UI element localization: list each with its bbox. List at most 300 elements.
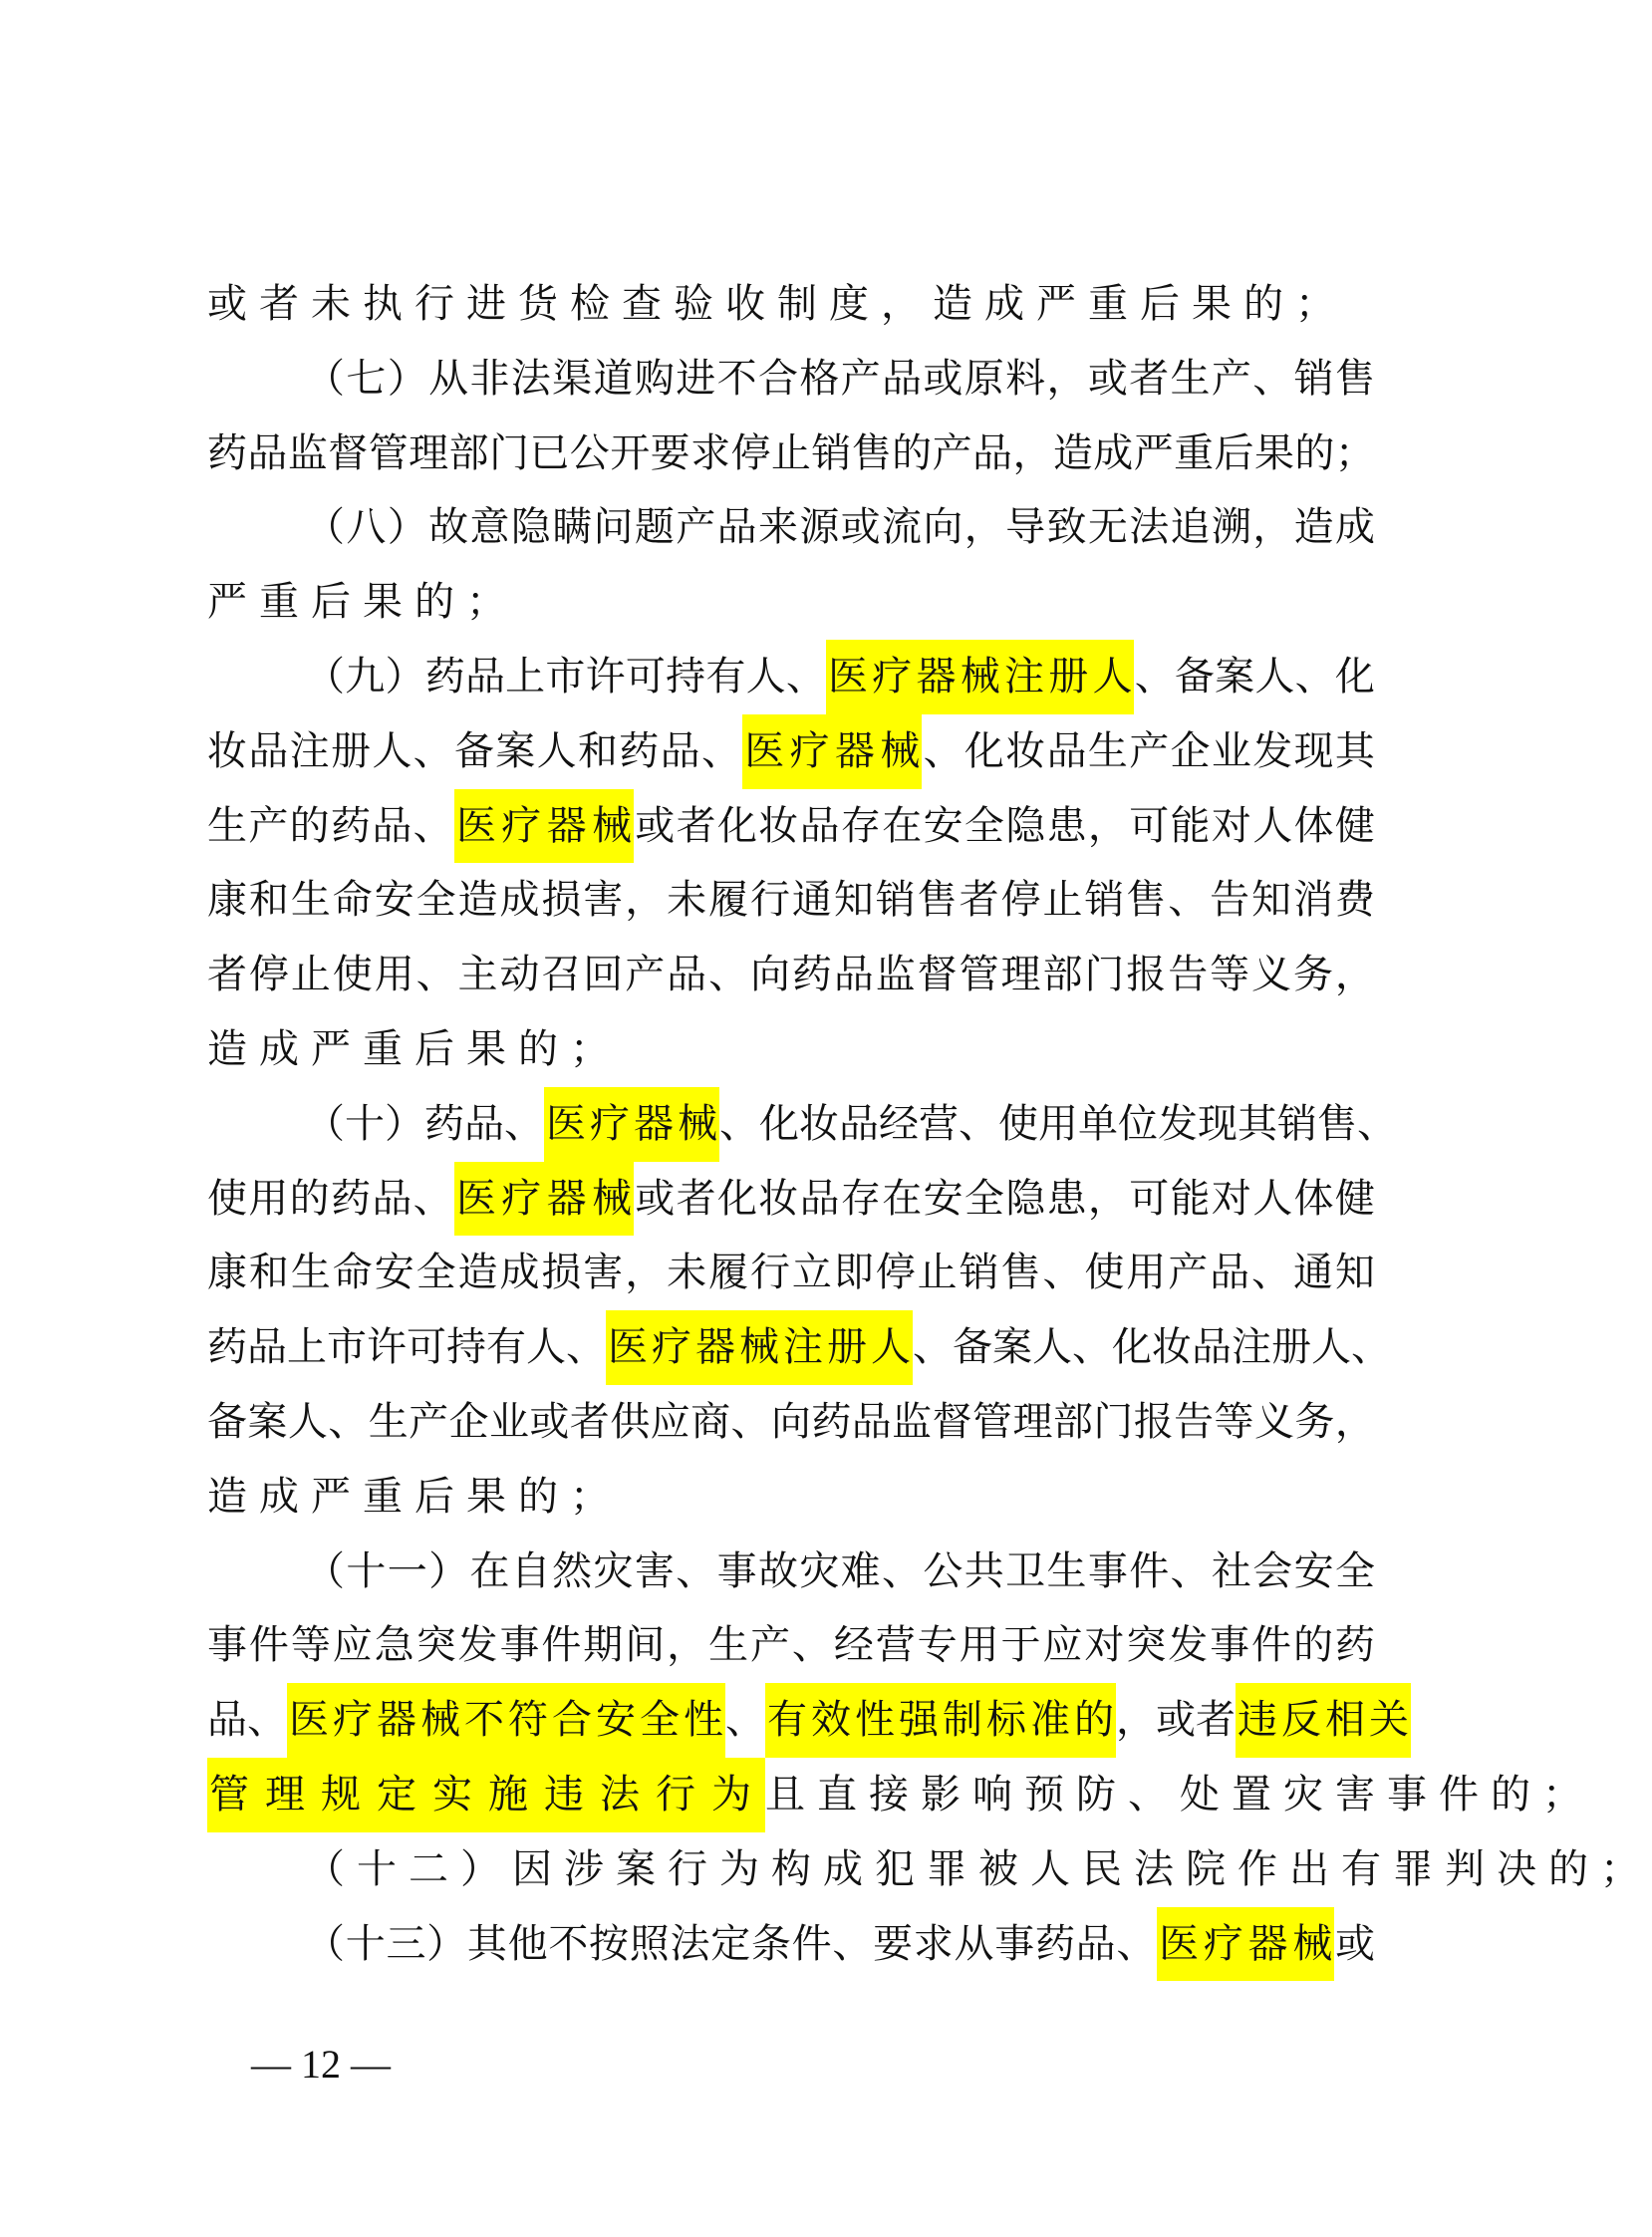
char: 应	[332, 1622, 373, 1669]
char: 灾	[799, 1547, 840, 1594]
char: 其	[466, 1920, 507, 1967]
char: （	[305, 1547, 345, 1594]
char: 销	[811, 429, 852, 476]
char: 、	[959, 1100, 998, 1147]
char: 安	[374, 1250, 414, 1296]
char: 涉	[564, 1845, 616, 1892]
char: 间	[625, 1622, 666, 1669]
char: 、	[1351, 1324, 1391, 1371]
char: 严	[311, 1025, 363, 1072]
char: 成	[499, 1250, 540, 1296]
char: 门	[1084, 952, 1125, 998]
char: 的	[518, 1025, 570, 1072]
char: 九	[345, 653, 386, 699]
char: 成	[984, 281, 1036, 327]
char: 管	[972, 1398, 1013, 1445]
char: （	[305, 1100, 345, 1147]
char: 药	[330, 802, 371, 849]
char: 妆	[758, 1175, 799, 1222]
char: 用	[248, 1175, 289, 1222]
char: 重	[1174, 429, 1215, 476]
highlighted-char: 实	[430, 1758, 486, 1832]
char: 、	[719, 1100, 759, 1147]
char: 法	[1129, 504, 1170, 551]
char: 存	[840, 1175, 881, 1222]
char: 案	[247, 1398, 288, 1445]
char: ，	[1087, 802, 1128, 849]
char: 履	[708, 877, 749, 924]
char: 停	[248, 952, 289, 998]
char: 品	[372, 1175, 413, 1222]
char: 件	[1129, 1547, 1170, 1594]
char: 品	[799, 1175, 840, 1222]
char: 事	[207, 1622, 247, 1669]
char: 、	[413, 727, 453, 774]
char: 二	[409, 1845, 460, 1892]
char: 者	[959, 877, 999, 924]
char: 市	[545, 653, 586, 699]
char: 全	[415, 877, 456, 924]
char: 意	[469, 504, 510, 551]
char: 人	[526, 1324, 566, 1371]
text-line	[207, 714, 1375, 789]
char: 合	[757, 355, 798, 402]
char: 用	[1126, 1250, 1167, 1296]
char: 者	[569, 1398, 610, 1445]
char: 康	[207, 877, 247, 924]
char: 处	[1180, 1771, 1232, 1818]
char: 造	[1052, 429, 1093, 476]
char: ；	[1295, 281, 1347, 327]
char: 经	[879, 1100, 919, 1147]
char: 药	[791, 952, 832, 998]
text-line	[207, 640, 1375, 714]
highlighted-char: 械	[959, 640, 1002, 714]
char: 、	[708, 952, 749, 998]
char: 生	[1170, 355, 1211, 402]
char: 用	[959, 1622, 999, 1669]
char: 件	[248, 1622, 289, 1669]
char: 重	[363, 1025, 414, 1072]
char: 其	[1238, 1100, 1277, 1147]
char: 全	[415, 1250, 456, 1296]
highlighted-char: 准	[1028, 1683, 1072, 1758]
char: 七	[346, 355, 387, 402]
char: 或	[635, 1175, 676, 1222]
char: 品	[851, 1398, 892, 1445]
char: 果	[1192, 281, 1243, 327]
highlighted-char: 疗	[331, 1683, 375, 1758]
char: 品	[207, 1697, 247, 1744]
char: 的	[518, 1473, 570, 1520]
char: 果	[466, 1473, 518, 1520]
char: 品	[833, 952, 874, 998]
char: 管	[368, 429, 409, 476]
char: 或	[1087, 355, 1128, 402]
highlighted-char: 器	[545, 789, 590, 864]
char: 品	[972, 429, 1013, 476]
text-line	[207, 789, 1375, 864]
highlighted-char: 为	[709, 1758, 765, 1832]
char: 持	[446, 1324, 486, 1371]
highlighted-char: 人	[1090, 640, 1134, 714]
char: 置	[1232, 1771, 1283, 1818]
char: 成	[1093, 429, 1134, 476]
char: 公	[569, 429, 610, 476]
char: 部	[448, 429, 489, 476]
char: 、	[566, 1324, 606, 1371]
char: 命	[332, 877, 373, 924]
highlighted-char: 疗	[1202, 1907, 1246, 1982]
char: 生	[290, 1250, 331, 1296]
char: 事	[1087, 1547, 1128, 1594]
char: 事	[716, 1547, 757, 1594]
char: 、	[1357, 1100, 1397, 1147]
char: 自	[510, 1547, 551, 1594]
highlighted-char: 器	[632, 1087, 676, 1162]
char: 执	[363, 281, 414, 327]
char: 体	[1293, 802, 1334, 849]
char: 可	[1129, 802, 1170, 849]
char: 健	[1334, 1175, 1375, 1222]
char: 被	[978, 1845, 1030, 1892]
char: 对	[1211, 802, 1251, 849]
char: 售	[1126, 877, 1167, 924]
char: 、	[913, 1324, 953, 1371]
char: 、	[1134, 653, 1175, 699]
char: 品	[1210, 1250, 1250, 1296]
char: 成	[1334, 504, 1375, 551]
char: 、	[725, 1697, 765, 1744]
text-line	[207, 1832, 1652, 1907]
char: 销	[875, 877, 916, 924]
char: 在	[882, 1175, 923, 1222]
char: 成	[823, 1845, 875, 1892]
char: 人	[372, 727, 413, 774]
char: 严	[207, 579, 259, 626]
char: 生	[290, 877, 331, 924]
char: 告	[1174, 1398, 1215, 1445]
char: 妆	[758, 802, 799, 849]
char: ）	[385, 653, 425, 699]
char: 停	[1000, 877, 1041, 924]
char: 隐	[1005, 1175, 1046, 1222]
char: 供	[610, 1398, 651, 1445]
char: 品	[660, 727, 700, 774]
char: 果	[363, 579, 414, 626]
char: 应	[650, 1398, 690, 1445]
char: 等	[1210, 952, 1250, 998]
char: 人	[287, 1398, 328, 1445]
char: 、	[700, 727, 741, 774]
text-line	[207, 1535, 1375, 1609]
char: 无	[1087, 504, 1128, 551]
highlighted-char: 人	[869, 1310, 913, 1385]
char: 务	[1292, 952, 1333, 998]
char: 要	[873, 1920, 914, 1967]
char: 后	[1214, 429, 1254, 476]
char: 许	[585, 653, 626, 699]
char: 溯	[1211, 504, 1251, 551]
char: 现	[1198, 1100, 1238, 1147]
highlighted-char: 疗	[499, 789, 544, 864]
highlighted-char: 行	[654, 1758, 709, 1832]
char: 理	[409, 429, 449, 476]
highlighted-char: 疗	[588, 1087, 632, 1162]
char: 制	[777, 281, 829, 327]
text-line	[207, 1310, 1391, 1385]
char: 单	[1078, 1100, 1118, 1147]
char: ，	[1334, 952, 1375, 998]
char: 检	[570, 281, 622, 327]
char: 行	[668, 1845, 719, 1892]
char: 民	[1082, 1845, 1134, 1892]
highlighted-char: 理	[263, 1758, 319, 1832]
char: 重	[363, 1473, 414, 1520]
char: 急	[374, 1622, 414, 1669]
char: 人	[536, 727, 577, 774]
char: 位	[1118, 1100, 1158, 1147]
char: 成	[499, 877, 540, 924]
highlighted-char: 器	[915, 640, 959, 714]
char: 部	[1052, 1398, 1093, 1445]
char: 料	[1005, 355, 1046, 402]
char: 化	[1112, 1324, 1152, 1371]
char: 品	[1192, 1324, 1232, 1371]
char: 上	[287, 1324, 327, 1371]
char: 不	[548, 1920, 589, 1967]
char: 止	[1042, 877, 1083, 924]
char: 求	[690, 429, 731, 476]
char: 安	[923, 1175, 964, 1222]
text-line	[207, 938, 1375, 1012]
char: 管	[959, 952, 999, 998]
char: 产	[840, 355, 881, 402]
text-line	[207, 417, 1375, 491]
char: 产	[409, 1398, 449, 1445]
highlighted-char: 定	[375, 1758, 430, 1832]
char: 其	[1334, 727, 1375, 774]
char: 向	[770, 1398, 811, 1445]
char: 发	[1252, 727, 1293, 774]
char: 理	[1012, 1398, 1053, 1445]
char: 动	[499, 952, 540, 998]
char: 知	[833, 877, 874, 924]
char: （	[305, 1920, 345, 1967]
char: 费	[1334, 877, 1375, 924]
char: 突	[1126, 1622, 1167, 1669]
char: 在	[882, 802, 923, 849]
char: 重	[1088, 281, 1140, 327]
char: 问	[593, 504, 634, 551]
char: 件	[1439, 1771, 1491, 1818]
char: 、	[1170, 1547, 1211, 1594]
char: 化	[716, 1175, 757, 1222]
char: 可	[1129, 1175, 1170, 1222]
char: 药	[424, 653, 465, 699]
char: 安	[923, 802, 964, 849]
char: 法	[670, 1920, 710, 1967]
char: 督	[328, 429, 369, 476]
char: ；	[466, 579, 518, 626]
char: 使	[207, 1175, 247, 1222]
char: ；	[1334, 429, 1375, 476]
char: 应	[1042, 1622, 1083, 1669]
highlighted-char: 器	[693, 1310, 737, 1385]
highlighted-char: 标	[984, 1683, 1028, 1758]
highlighted-char: 规	[319, 1758, 375, 1832]
char: 追	[1170, 504, 1211, 551]
char: 隐	[510, 504, 551, 551]
highlighted-char: 医	[606, 1310, 650, 1385]
char: 理	[1000, 952, 1041, 998]
char: 造	[1293, 504, 1334, 551]
char: 品	[1046, 727, 1087, 774]
char: 法	[510, 355, 551, 402]
char: 因	[512, 1845, 564, 1892]
highlighted-char: 医	[287, 1683, 331, 1758]
char: 注	[1232, 1324, 1271, 1371]
char: 作	[1238, 1845, 1289, 1892]
char: 品	[882, 355, 923, 402]
char: 损	[541, 1250, 582, 1296]
char: 导	[1005, 504, 1046, 551]
highlighted-char: 疗	[650, 1310, 693, 1385]
char: ；	[1542, 1771, 1594, 1818]
highlighted-char: 合	[550, 1683, 594, 1758]
char: 一	[387, 1547, 427, 1594]
char: 造	[207, 1025, 259, 1072]
char: 的	[289, 1175, 330, 1222]
char: 后	[311, 579, 363, 626]
char: 害	[583, 877, 624, 924]
char: 备	[1174, 653, 1215, 699]
char: 事	[499, 1622, 540, 1669]
char: 、	[1294, 653, 1335, 699]
char: 购	[634, 355, 675, 402]
char: 销	[959, 1250, 999, 1296]
char: 监	[287, 429, 328, 476]
char: 响	[972, 1771, 1024, 1818]
char: 产	[1129, 727, 1170, 774]
char: 化	[1334, 653, 1375, 699]
char: 行	[414, 281, 466, 327]
char: 的	[1243, 281, 1295, 327]
char: 构	[771, 1845, 823, 1892]
char: 已	[529, 429, 570, 476]
highlighted-char: 安	[594, 1683, 638, 1758]
char: 安	[374, 877, 414, 924]
char: 册	[330, 727, 371, 774]
char: 从	[428, 355, 469, 402]
char: 、	[730, 1398, 771, 1445]
text-line	[207, 1907, 1375, 1982]
char: 命	[332, 1250, 373, 1296]
text-line	[207, 1683, 1409, 1758]
highlighted-char: 管	[207, 1758, 263, 1832]
char: 、	[413, 1175, 453, 1222]
char: 使	[332, 952, 373, 998]
char: ，	[964, 504, 1004, 551]
char: 难	[840, 1547, 881, 1594]
char: 或	[1334, 1920, 1375, 1967]
char: 售	[917, 877, 958, 924]
highlighted-char: 医	[454, 1162, 499, 1237]
char: 十	[357, 1845, 409, 1892]
char: 的	[1548, 1845, 1600, 1892]
char: 法	[1134, 1845, 1186, 1892]
char: 损	[541, 877, 582, 924]
char: 件	[791, 1920, 832, 1967]
char: 的	[1294, 429, 1335, 476]
char: 存	[840, 802, 881, 849]
highlighted-char: 册	[825, 1310, 869, 1385]
char: 通	[1292, 1250, 1333, 1296]
char: ；	[570, 1473, 622, 1520]
char: 、	[791, 1622, 832, 1669]
char: 会	[1252, 1547, 1293, 1594]
char: 、	[415, 952, 456, 998]
highlighted-char: 器	[375, 1683, 418, 1758]
char: 案	[616, 1845, 668, 1892]
char: 业	[488, 1398, 529, 1445]
char: 知	[1334, 1250, 1375, 1296]
char: 生	[1087, 727, 1128, 774]
char: 接	[869, 1771, 921, 1818]
char: 部	[1042, 952, 1083, 998]
char: ）	[428, 1547, 469, 1594]
char: 出	[1289, 1845, 1341, 1892]
char: 收	[725, 281, 777, 327]
char: 销	[1084, 877, 1125, 924]
text-line	[207, 490, 1375, 565]
char: 和	[248, 877, 289, 924]
text-line	[207, 1162, 1375, 1237]
highlighted-char: 疗	[870, 640, 914, 714]
char: ，	[1252, 504, 1293, 551]
char: 品	[372, 802, 413, 849]
char: 监	[875, 952, 916, 998]
char: 源	[799, 504, 840, 551]
char: 销	[1293, 355, 1334, 402]
highlighted-char: 注	[1002, 640, 1046, 714]
char: 的	[1292, 1622, 1333, 1669]
char: 化	[964, 727, 1004, 774]
char: 案	[1215, 653, 1255, 699]
char: 向	[749, 952, 790, 998]
char: 止	[770, 429, 811, 476]
char: 备	[953, 1324, 992, 1371]
char: 进	[676, 355, 716, 402]
char: 院	[1186, 1845, 1238, 1892]
char: 品	[464, 1100, 504, 1147]
char: 门	[1093, 1398, 1134, 1445]
char: 品	[667, 952, 707, 998]
char: 、	[785, 653, 826, 699]
char: 产	[248, 802, 289, 849]
highlighted-char: 的	[1072, 1683, 1116, 1758]
highlighted-char: 效	[809, 1683, 853, 1758]
char: ，	[1116, 1697, 1156, 1744]
text-line	[207, 1758, 1594, 1832]
char: 严	[1036, 281, 1088, 327]
char: 、	[1072, 1324, 1112, 1371]
char: 造	[457, 1250, 498, 1296]
highlighted-char: 注	[781, 1310, 825, 1385]
char: 品	[1075, 1920, 1116, 1967]
char: 有	[486, 1324, 526, 1371]
text-line	[207, 1460, 1375, 1535]
